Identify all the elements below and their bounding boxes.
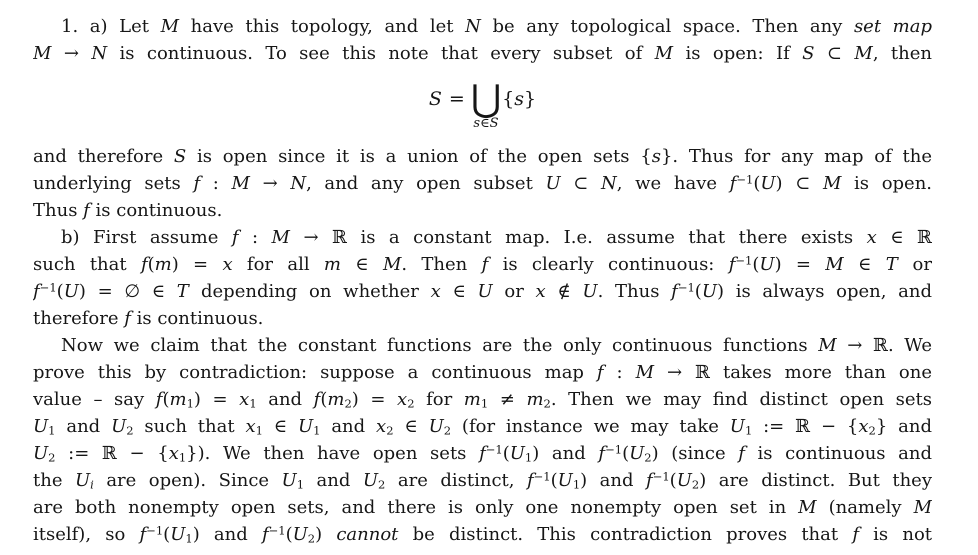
- math-run: U: [557, 470, 573, 491]
- text-run: and: [304, 470, 363, 491]
- text-run: →: [249, 173, 291, 194]
- text-line: [33, 332, 932, 359]
- math-run: 2: [307, 531, 316, 546]
- math-run: m: [169, 389, 187, 410]
- equation-element: s: [514, 88, 525, 110]
- text-run: ) = ∅ ∈: [78, 281, 177, 302]
- math-run: 1: [480, 396, 489, 411]
- text-run: ): [315, 524, 337, 545]
- math-run: U: [545, 173, 561, 194]
- math-run: U: [676, 470, 692, 491]
- math-run: f: [646, 470, 653, 491]
- text-run: and: [55, 416, 112, 437]
- math-run: f: [83, 200, 90, 221]
- text-run: ) are distinct. But they: [699, 470, 932, 491]
- math-run: 2: [868, 423, 876, 438]
- text-run: is continuous.: [130, 308, 264, 329]
- math-run: 2: [126, 423, 134, 438]
- text-run: ) ⊂: [775, 173, 823, 194]
- text-run: ∈: [440, 281, 478, 302]
- text-run: (: [669, 470, 677, 491]
- math-run: x: [535, 281, 546, 302]
- math-run: −1: [268, 523, 286, 538]
- math-run: s: [651, 146, 661, 167]
- text-run: be distinct. This contradiction proves that: [398, 524, 853, 545]
- math-run: set map: [853, 16, 932, 37]
- text-run: is open: If: [673, 43, 803, 64]
- math-run: U: [477, 281, 493, 302]
- text-line: [33, 224, 932, 251]
- math-run: x: [239, 389, 250, 410]
- math-run: U: [509, 443, 525, 464]
- math-run: 2: [386, 423, 394, 438]
- math-run: 1: [249, 396, 257, 411]
- text-run: ∈: [262, 416, 298, 437]
- math-run: f: [155, 389, 163, 410]
- text-run: and: [256, 389, 314, 410]
- math-run: f: [671, 281, 678, 302]
- math-run: U: [297, 416, 314, 437]
- text-run: → ℝ takes more than one: [654, 362, 932, 383]
- math-run: N: [601, 173, 617, 194]
- text-line: [33, 359, 932, 386]
- text-line: [33, 305, 932, 332]
- text-run: itself), so: [33, 524, 140, 545]
- text-run: ⊂: [560, 173, 602, 194]
- math-run: f: [479, 443, 486, 464]
- math-run: M: [635, 362, 655, 383]
- math-run: f: [526, 470, 534, 491]
- math-run: 1: [48, 423, 56, 438]
- text-run: , then: [872, 43, 932, 64]
- math-run: f: [140, 254, 148, 275]
- math-run: f: [852, 524, 859, 545]
- text-run: . Then: [401, 254, 482, 275]
- text-run: :: [200, 173, 232, 194]
- text-run: (for instance we may take: [451, 416, 730, 437]
- math-run: M: [160, 16, 180, 37]
- math-run: M: [33, 43, 52, 64]
- math-run: f: [481, 254, 489, 275]
- text-run: for all: [232, 254, 324, 275]
- text-run: (: [753, 173, 761, 194]
- math-run: U: [701, 281, 717, 302]
- text-run: (: [752, 254, 760, 275]
- math-run: 2: [443, 423, 452, 438]
- math-run: 2: [48, 450, 56, 465]
- text-run: (: [162, 389, 170, 410]
- text-line: [33, 143, 932, 170]
- text-run: → ℝ is a constant map. I.e. assume that there exists: [289, 227, 867, 248]
- math-run: 1: [178, 450, 187, 465]
- display-equation: [33, 79, 932, 135]
- text-run: or: [492, 281, 536, 302]
- math-run: x: [397, 389, 408, 410]
- text-run: depending on whether: [189, 281, 431, 302]
- math-run: −1: [736, 172, 754, 187]
- text-run: ∈: [340, 254, 383, 275]
- math-run: −1: [735, 253, 753, 268]
- math-run: 1: [185, 531, 193, 546]
- math-run: U: [729, 416, 745, 437]
- math-run: T: [176, 281, 190, 302]
- math-run: cannot: [336, 524, 399, 545]
- text-run: is continuous and: [744, 443, 932, 464]
- math-run: M: [818, 335, 837, 356]
- math-run: 1: [572, 477, 581, 492]
- text-run: ≠: [488, 389, 527, 410]
- math-run: −1: [533, 469, 551, 484]
- math-run: 2: [691, 477, 700, 492]
- math-run: −1: [146, 523, 164, 538]
- math-run: S: [173, 146, 187, 167]
- math-run: x: [222, 254, 233, 275]
- math-run: f: [738, 443, 745, 464]
- text-run: ) =: [193, 389, 240, 410]
- math-run: 2: [543, 396, 551, 411]
- union-operator: [471, 79, 501, 130]
- math-run: −1: [677, 280, 695, 295]
- math-run: 1: [313, 423, 321, 438]
- math-run: 1: [524, 450, 533, 465]
- text-run: := ℝ − {: [55, 443, 169, 464]
- text-run: are distinct,: [385, 470, 527, 491]
- equation-limits: s∈S: [473, 116, 499, 131]
- math-run: N: [91, 43, 108, 64]
- union-icon: ⋃: [470, 77, 502, 120]
- math-run: f: [728, 254, 736, 275]
- math-run: M: [825, 254, 844, 275]
- text-run: therefore: [33, 308, 125, 329]
- math-run: m: [526, 389, 544, 410]
- text-line: [33, 521, 932, 548]
- math-run: U: [292, 524, 308, 545]
- text-run: are both nonempty open sets, and there is only one nonempty open set in: [33, 497, 799, 518]
- math-run: 2: [644, 450, 652, 465]
- math-run: f: [124, 308, 131, 329]
- text-run: are open). Since: [93, 470, 282, 491]
- text-run: and therefore: [33, 146, 174, 167]
- text-run: ∈: [843, 254, 886, 275]
- text-run: such that: [33, 254, 141, 275]
- text-run: (: [694, 281, 702, 302]
- text-run: Now we claim that the constant functions are the only continuous functions: [61, 335, 819, 356]
- text-run: →: [51, 43, 92, 64]
- math-run: U: [63, 281, 79, 302]
- text-run: :: [603, 362, 636, 383]
- text-run: and: [320, 416, 377, 437]
- text-run: :: [238, 227, 272, 248]
- math-run: M: [822, 173, 842, 194]
- math-run: T: [885, 254, 899, 275]
- text-run: ) and: [192, 524, 262, 545]
- text-run: (: [147, 254, 155, 275]
- text-run: or: [898, 254, 932, 275]
- math-run: x: [376, 416, 387, 437]
- text-line: [33, 413, 932, 440]
- math-run: U: [362, 470, 379, 491]
- math-run: m: [463, 389, 481, 410]
- text-run: for: [414, 389, 464, 410]
- text-line: [33, 440, 932, 467]
- math-run: f: [139, 524, 147, 545]
- math-run: U: [33, 443, 49, 464]
- math-run: x: [858, 416, 869, 437]
- text-run: is not: [858, 524, 932, 545]
- math-run: M: [913, 497, 932, 518]
- math-run: U: [33, 416, 49, 437]
- equation-open-brace: {: [502, 88, 515, 110]
- text-run: Thus: [33, 200, 84, 221]
- text-run: ) is always open, and: [717, 281, 932, 302]
- math-run: 1: [255, 423, 263, 438]
- math-run: N: [290, 173, 307, 194]
- text-run: have this topology, and let: [179, 16, 466, 37]
- math-run: M: [271, 227, 290, 248]
- text-run: ) and: [532, 443, 599, 464]
- equation-lhs: S: [428, 88, 442, 110]
- text-run: := ℝ − {: [752, 416, 859, 437]
- text-run: . Then we may find distinct open sets: [550, 389, 932, 410]
- text-line: [33, 467, 932, 494]
- math-run: M: [654, 43, 674, 64]
- text-run: be any topological space. Then any: [480, 16, 854, 37]
- text-run: , and any open subset: [306, 173, 546, 194]
- math-run: M: [854, 43, 873, 64]
- text-run: underlying sets: [33, 173, 194, 194]
- math-run: −1: [485, 442, 503, 457]
- equation-close-brace: }: [524, 88, 537, 110]
- text-run: ) =: [351, 389, 398, 410]
- document-body-bottom: [33, 143, 932, 548]
- math-run: U: [759, 254, 775, 275]
- text-run: is continuous.: [89, 200, 223, 221]
- text-run: value – say: [33, 389, 156, 410]
- math-run: U: [760, 173, 776, 194]
- text-run: . Thus: [597, 281, 672, 302]
- math-run: U: [629, 443, 645, 464]
- text-run: is clearly continuous:: [488, 254, 729, 275]
- text-run: ∈ ℝ: [876, 227, 932, 248]
- text-line: [33, 13, 932, 40]
- math-run: M: [382, 254, 402, 275]
- text-run: b) First assume: [61, 227, 232, 248]
- math-run: f: [596, 362, 604, 383]
- math-run: f: [313, 389, 321, 410]
- text-run: (: [285, 524, 293, 545]
- document-body-top: [33, 13, 932, 67]
- math-run: U: [111, 416, 127, 437]
- math-run: 1: [744, 423, 753, 438]
- text-run: , we have: [616, 173, 730, 194]
- math-run: M: [798, 497, 817, 518]
- math-run: U: [428, 416, 444, 437]
- math-run: U: [74, 470, 91, 491]
- math-run: x: [430, 281, 441, 302]
- math-run: −1: [652, 469, 670, 484]
- text-line: [33, 251, 932, 278]
- math-run: 1: [186, 396, 194, 411]
- math-run: x: [168, 443, 179, 464]
- math-run: m: [323, 254, 341, 275]
- math-run: N: [465, 16, 481, 37]
- text-run: 1. a) Let: [61, 16, 161, 37]
- text-run: ∉: [545, 281, 583, 302]
- text-run: (: [163, 524, 171, 545]
- text-run: ) =: [774, 254, 826, 275]
- math-run: U: [281, 470, 297, 491]
- math-run: U: [170, 524, 186, 545]
- math-run: −1: [39, 280, 57, 295]
- math-run: f: [261, 524, 269, 545]
- text-run: ) and: [580, 470, 647, 491]
- math-run: f: [729, 173, 737, 194]
- math-run: −1: [605, 442, 623, 457]
- math-run: x: [866, 227, 877, 248]
- math-run: f: [33, 281, 40, 302]
- text-line: [33, 278, 932, 305]
- math-run: f: [231, 227, 239, 248]
- text-line: [33, 494, 932, 521]
- math-run: M: [231, 173, 250, 194]
- text-run: ) (since: [651, 443, 739, 464]
- text-run: ∈: [393, 416, 429, 437]
- text-run: → ℝ. We: [836, 335, 932, 356]
- text-run: ) =: [171, 254, 223, 275]
- text-run: (: [502, 443, 510, 464]
- text-run: (: [550, 470, 558, 491]
- math-run: 1: [296, 477, 305, 492]
- math-run: S: [802, 43, 815, 64]
- text-run: ⊂: [814, 43, 855, 64]
- math-run: 2: [407, 396, 415, 411]
- math-run: m: [327, 389, 345, 410]
- text-line: [33, 386, 932, 413]
- math-run: m: [154, 254, 172, 275]
- math-run: 2: [344, 396, 352, 411]
- text-run: is open since it is a union of the open sets {: [186, 146, 652, 167]
- text-run: such that: [133, 416, 246, 437]
- math-run: f: [193, 173, 201, 194]
- text-run: (: [622, 443, 630, 464]
- text-line: [33, 197, 932, 224]
- text-run: } and: [875, 416, 932, 437]
- text-line: [33, 170, 932, 197]
- text-run: (namely: [816, 497, 914, 518]
- text-run: (: [56, 281, 64, 302]
- text-run: }. Thus for any map of the: [660, 146, 932, 167]
- text-run: is open.: [841, 173, 932, 194]
- math-run: 2: [378, 477, 386, 492]
- text-run: }). We then have open sets: [186, 443, 480, 464]
- text-run: prove this by contradiction: suppose a continuous map: [33, 362, 597, 383]
- text-line: [33, 40, 932, 67]
- math-run: U: [582, 281, 598, 302]
- equation-equals: =: [448, 88, 465, 110]
- math-run: f: [598, 443, 606, 464]
- text-run: is continuous. To see this note that every subset of: [107, 43, 655, 64]
- math-run: i: [90, 477, 94, 492]
- text-run: (: [320, 389, 328, 410]
- text-run: the: [33, 470, 75, 491]
- math-run: x: [245, 416, 256, 437]
